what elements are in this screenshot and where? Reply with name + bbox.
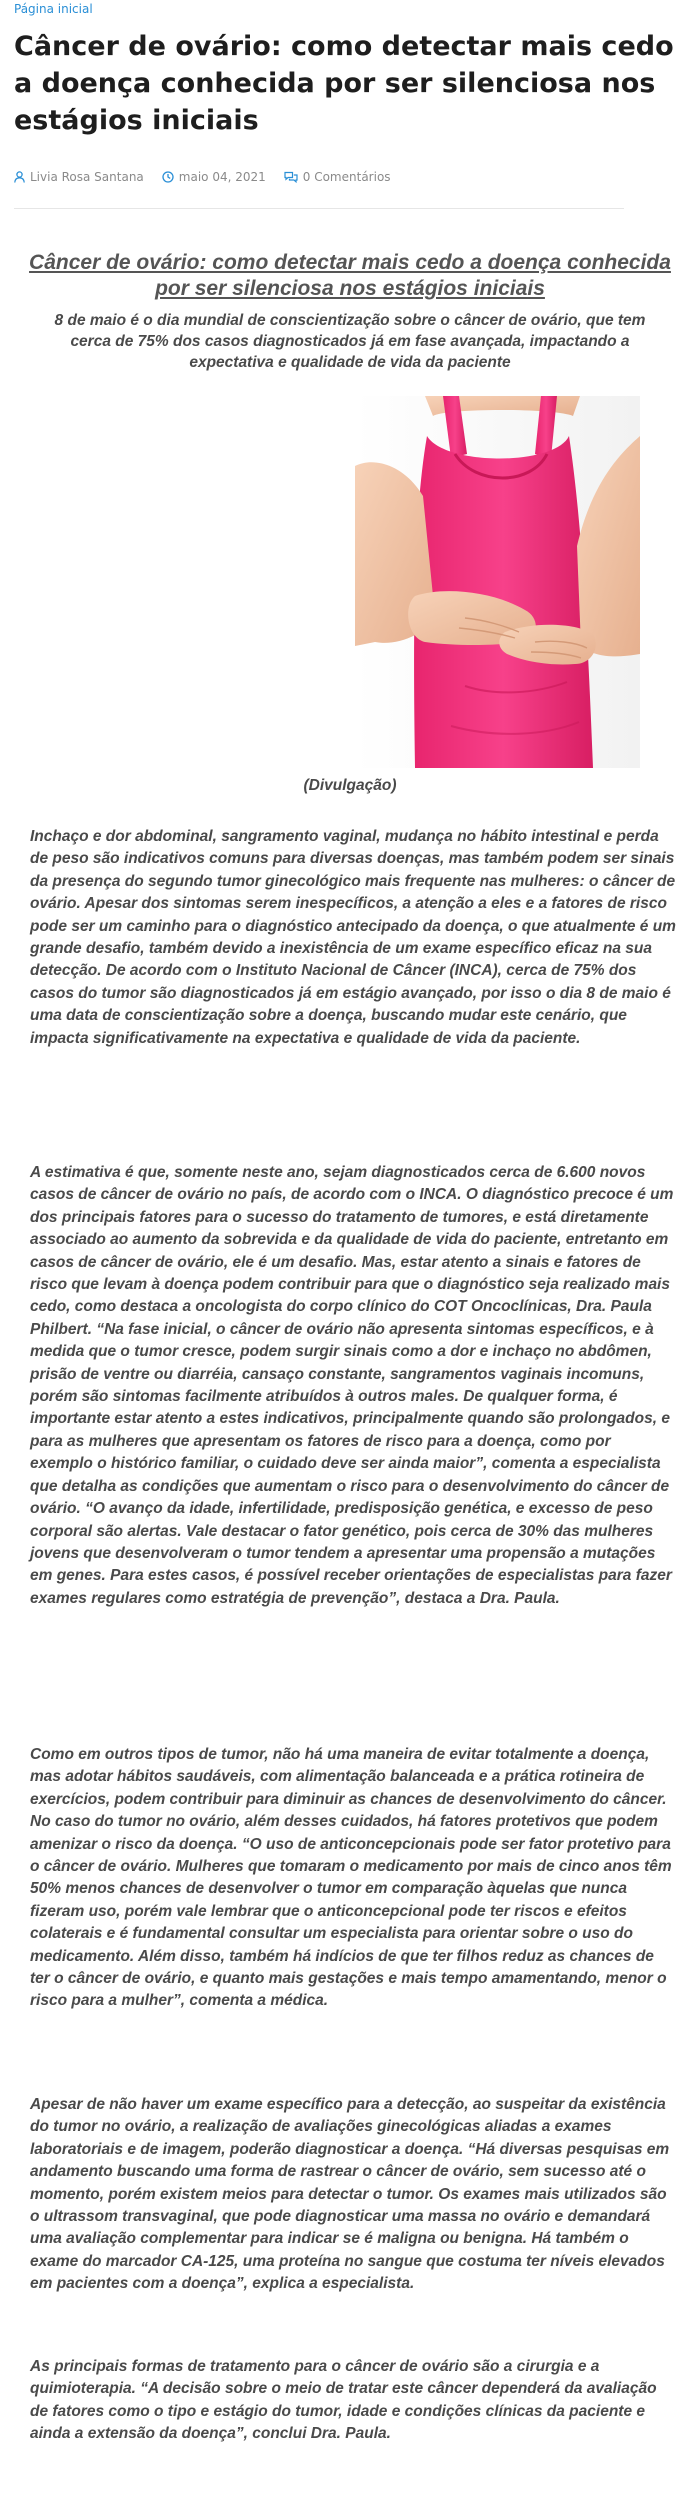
- meta-separator: [14, 208, 624, 209]
- image-caption: (Divulgação): [303, 777, 397, 794]
- comments-icon: [284, 171, 298, 183]
- clock-icon: [162, 171, 174, 183]
- article-paragraph-5: As principais formas de tratamento para o câncer de ovário são a cirurgia e a quimioterapia. “A decisão sobre o meio de tratar este câncer dependerá da avaliação de fatores como o tipo e estágio do tumor, idade e condições clínicas da paciente e ainda a extensão da doença”, conclui Dra. Paula.: [30, 2358, 657, 2443]
- article-subtitle: 8 de maio é o dia mundial de conscientização sobre o câncer de ovário, que tem cerca de 75% dos casos diagnosticados já em fase avançada, impactando a expectativa e qualidade de vida da paciente: [54, 312, 646, 371]
- post-meta: [14, 170, 409, 184]
- user-icon: [14, 171, 25, 183]
- post-comments[interactable]: [284, 170, 391, 184]
- post-title: Câncer de ovário: como detectar mais cedo a doença conhecida por ser silenciosa nos estágios iniciais: [14, 31, 674, 136]
- post-date-text: maio 04, 2021: [178, 170, 266, 184]
- post-author[interactable]: [14, 170, 144, 184]
- post-date: [162, 170, 266, 184]
- post-comments-link[interactable]: 0 Comentários: [302, 170, 391, 184]
- article-paragraph-2: A estimativa é que, somente neste ano, sejam diagnosticados cerca de 6.600 novos casos de câncer de ovário no país, de acordo com o INCA. O diagnóstico precoce é um dos principais fatores para o sucesso do tratamento de tumores, e está diretamente associado ao aumento da sobrevida e da qualidade de vida do paciente, entretanto em casos de câncer de ovário, ele é um desafio. Mas, estar atento a sinais e fatores de risco que levam à doença podem contribuir para que o diagnóstico seja realizado mais cedo, como destaca a oncologista do corpo clínico do COT Oncoclínicas, Dra. Paula Philbert. “Na fase inicial, o câncer de ovário não apresenta sintomas específicos, e à medida que o tumor cresce, podem surgir sinais como a dor e inchaço no abdômen, prisão de ventre ou diarréia, cansaço constante, sangramentos vaginais incomuns, porém são sintomas facilmente atribuídos à outros males. De qualquer forma, é importante estar atento a estes indicativos, principalmente quando são prolongados, e para as mulheres que apresentam os fatores de risco para a doença, como por exemplo o histórico familiar, o cuidado deve ser ainda maior”, comenta a especialista que detalha as condições que aumentam o risco para o desenvolvimento do câncer de ovário. “O avanço da idade, infertilidade, predisposição genética, e excesso de peso corporal são alertas. Vale destacar o fator genético, pois cerca de 30% das mulheres jovens que desenvolveram o tumor tendem a apresentar uma propensão a mutações em genes. Para estes casos, é possível receber orientações de especialistas para fazer exames regulares como estratégia de prevenção”, destaca a Dra. Paula.: [30, 1164, 674, 1607]
- article-paragraph-3: Como em outros tipos de tumor, não há uma maneira de evitar totalmente a doença, mas adotar hábitos saudáveis, com alimentação balanceada e a prática rotineira de exercícios, podem contribuir para diminuir as chances de desenvolvimento do câncer. No caso do tumor no ovário, além desses cuidados, há fatores protetivos que podem amenizar o risco da doença. “O uso de anticoncepcionais pode ser fator protetivo para o câncer de ovário. Mulheres que tomaram o medicamento por mais de cinco anos têm 50% menos chances de desenvolver o tumor em comparação àquelas que nunca fizeram uso, porém vale lembrar que o anticoncepcional pode ter riscos e efeitos colaterais e é fundamental consultar um especialista para orientar sobre o uso do medicamento. Além disso, também há indícios de que ter filhos reduz as chances de ter o câncer de ovário, e quanto mais gestações e mais tempo amamentando, menor o risco para a mulher”, comenta a médica.: [30, 1746, 672, 2010]
- article-title: Câncer de ovário: como detectar mais cedo a doença conhecida por ser silenciosa nos estágios iniciais: [29, 251, 671, 300]
- woman-abdomen-illustration: [355, 396, 640, 768]
- article-paragraph-1: Inchaço e dor abdominal, sangramento vaginal, mudança no hábito intestinal e perda de peso são indicativos comuns para diversas doenças, mas também podem ser sinais da presença do segundo tumor ginecológico mais frequente nas mulheres: o câncer de ovário. Apesar dos sintomas serem inespecíficos, a atenção a eles e a fatores de risco pode ser um caminho para o diagnóstico antecipado da doença, o que atualmente é um grande desafio, também devido a inexistência de um exame específico eficaz na sua detecção. De acordo com o Instituto Nacional de Câncer (INCA), cerca de 75% dos casos do tumor são diagnosticados já em estágio avançado, por isso o dia 8 de maio é uma data de conscientização sobre a doença, buscando mudar este cenário, que impacta significativamente na expectativa e qualidade de vida da paciente.: [30, 828, 676, 1047]
- article-image: [355, 396, 640, 768]
- article-paragraph-4: Apesar de não haver um exame específico para a detecção, ao suspeitar da existência do tumor no ovário, a realização de avaliações ginecológicas aliadas a exames laboratoriais e de imagem, poderão diagnosticar a doença. “Há diversas pesquisas em andamento buscando uma forma de rastrear o câncer de ovário, sem sucesso até o momento, porém existem meios para detectar o tumor. Os exames mais utilizados são o ultrassom transvaginal, que pode diagnosticar uma massa no ovário e demandará uma avaliação complementar para indicar se é maligna ou benigna. Há também o exame do marcador CA-125, uma proteína no sangue que costuma ter níveis elevados em pacientes com a doença”, explica a especialista.: [30, 2096, 670, 2293]
- post-author-link[interactable]: Livia Rosa Santana: [30, 170, 144, 184]
- breadcrumb-home-link[interactable]: Página inicial: [14, 2, 93, 16]
